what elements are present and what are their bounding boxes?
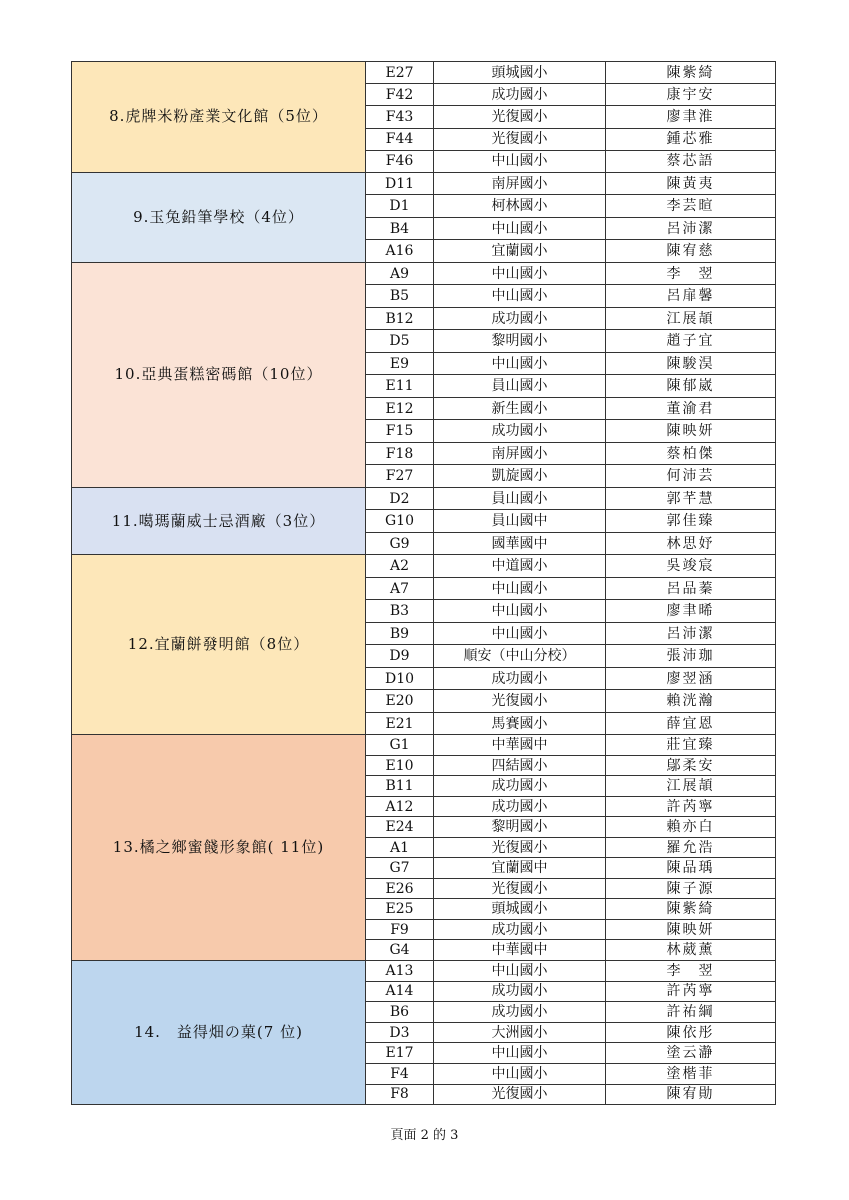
student-code-cell: B3 xyxy=(366,600,434,623)
student-code-cell: D3 xyxy=(366,1022,434,1043)
table-row xyxy=(72,487,776,510)
student-code-cell: F43 xyxy=(366,106,434,128)
student-name-cell: 蔡柏傑 xyxy=(606,442,776,465)
student-name-cell: 張沛珈 xyxy=(606,645,776,668)
student-name-cell: 林思妤 xyxy=(606,532,776,555)
school-cell: 中山國小 xyxy=(434,577,606,600)
student-name-cell: 呂沛潔 xyxy=(606,217,776,240)
student-code-cell: E17 xyxy=(366,1043,434,1064)
student-name-cell: 塗云瀞 xyxy=(606,1043,776,1064)
group-title-cell: 12.宜蘭餅發明館（8位） xyxy=(72,555,366,735)
school-cell: 南屏國小 xyxy=(434,442,606,465)
student-name-cell: 陳品瑀 xyxy=(606,858,776,879)
student-code-cell: G10 xyxy=(366,510,434,533)
student-code-cell: B5 xyxy=(366,285,434,308)
school-cell: 光復國小 xyxy=(434,106,606,128)
student-code-cell: F27 xyxy=(366,465,434,488)
school-cell: 光復國小 xyxy=(434,1084,606,1105)
student-name-cell: 鍾芯雅 xyxy=(606,128,776,150)
student-name-cell: 賴亦白 xyxy=(606,817,776,838)
table-row xyxy=(72,735,776,756)
student-name-cell: 許芮寧 xyxy=(606,796,776,817)
student-name-cell: 賴洸瀚 xyxy=(606,690,776,713)
student-code-cell: A7 xyxy=(366,577,434,600)
student-code-cell: B9 xyxy=(366,622,434,645)
school-cell: 南屏國小 xyxy=(434,172,606,195)
school-cell: 中山國小 xyxy=(434,600,606,623)
student-name-cell: 陳子源 xyxy=(606,878,776,899)
school-cell: 成功國小 xyxy=(434,307,606,330)
school-cell: 成功國小 xyxy=(434,420,606,443)
group-title-cell: 9.玉兔鉛筆學校（4位） xyxy=(72,172,366,262)
student-code-cell: B11 xyxy=(366,776,434,797)
student-name-cell: 李 翌 xyxy=(606,262,776,285)
student-code-cell: G1 xyxy=(366,735,434,756)
student-code-cell: A1 xyxy=(366,837,434,858)
school-cell: 中華國中 xyxy=(434,940,606,961)
table-row xyxy=(72,62,776,84)
school-cell: 馬賽國小 xyxy=(434,712,606,735)
student-code-cell: E27 xyxy=(366,62,434,84)
student-code-cell: E24 xyxy=(366,817,434,838)
student-code-cell: D10 xyxy=(366,667,434,690)
student-code-cell: E21 xyxy=(366,712,434,735)
school-cell: 中山國小 xyxy=(434,1043,606,1064)
school-cell: 中山國小 xyxy=(434,622,606,645)
student-name-cell: 羅允浩 xyxy=(606,837,776,858)
student-code-cell: B6 xyxy=(366,1002,434,1023)
school-cell: 成功國小 xyxy=(434,667,606,690)
school-cell: 光復國小 xyxy=(434,690,606,713)
student-name-cell: 陳映妍 xyxy=(606,919,776,940)
student-name-cell: 許祐綱 xyxy=(606,1002,776,1023)
student-name-cell: 董渝君 xyxy=(606,397,776,420)
group-title-cell: 10.亞典蛋糕密碼館（10位） xyxy=(72,262,366,487)
student-code-cell: F4 xyxy=(366,1063,434,1084)
school-cell: 頭城國小 xyxy=(434,899,606,920)
student-name-cell: 何沛芸 xyxy=(606,465,776,488)
student-name-cell: 康宇安 xyxy=(606,84,776,106)
student-name-cell: 鄔柔安 xyxy=(606,755,776,776)
student-name-cell: 李芸暄 xyxy=(606,195,776,218)
student-name-cell: 陳黃夷 xyxy=(606,172,776,195)
school-cell: 光復國小 xyxy=(434,878,606,899)
student-name-cell: 林葳薰 xyxy=(606,940,776,961)
student-name-cell: 郭芊慧 xyxy=(606,487,776,510)
student-name-cell: 陳依彤 xyxy=(606,1022,776,1043)
school-cell: 國華國中 xyxy=(434,532,606,555)
student-name-cell: 陳映妍 xyxy=(606,420,776,443)
school-cell: 成功國小 xyxy=(434,796,606,817)
student-code-cell: G9 xyxy=(366,532,434,555)
student-name-cell: 陳駿淏 xyxy=(606,352,776,375)
group-title-cell: 14. 益得畑の菓(7 位) xyxy=(72,960,366,1104)
school-cell: 中山國小 xyxy=(434,352,606,375)
student-name-cell: 呂品蓁 xyxy=(606,577,776,600)
student-name-cell: 廖聿晞 xyxy=(606,600,776,623)
student-code-cell: G7 xyxy=(366,858,434,879)
student-code-cell: E11 xyxy=(366,375,434,398)
table-body xyxy=(72,62,776,1105)
school-cell: 順安（中山分校） xyxy=(434,645,606,668)
student-name-cell: 李 翌 xyxy=(606,960,776,981)
student-code-cell: B12 xyxy=(366,307,434,330)
assignment-sheet xyxy=(71,61,775,1105)
school-cell: 宜蘭國小 xyxy=(434,240,606,263)
student-code-cell: F9 xyxy=(366,919,434,940)
school-cell: 宜蘭國中 xyxy=(434,858,606,879)
student-name-cell: 江展頡 xyxy=(606,307,776,330)
student-code-cell: D9 xyxy=(366,645,434,668)
school-cell: 中道國小 xyxy=(434,555,606,578)
student-code-cell: D2 xyxy=(366,487,434,510)
student-code-cell: G4 xyxy=(366,940,434,961)
student-code-cell: F44 xyxy=(366,128,434,150)
student-name-cell: 呂沛潔 xyxy=(606,622,776,645)
school-cell: 員山國小 xyxy=(434,375,606,398)
school-cell: 黎明國小 xyxy=(434,817,606,838)
student-name-cell: 許芮寧 xyxy=(606,981,776,1002)
school-cell: 新生國小 xyxy=(434,397,606,420)
group-assignment-table xyxy=(71,61,776,1105)
student-name-cell: 郭佳臻 xyxy=(606,510,776,533)
school-cell: 四結國小 xyxy=(434,755,606,776)
school-cell: 成功國小 xyxy=(434,919,606,940)
student-code-cell: E9 xyxy=(366,352,434,375)
student-code-cell: E12 xyxy=(366,397,434,420)
student-code-cell: A13 xyxy=(366,960,434,981)
school-cell: 中山國小 xyxy=(434,217,606,240)
school-cell: 黎明國小 xyxy=(434,330,606,353)
table-row xyxy=(72,172,776,195)
school-cell: 光復國小 xyxy=(434,128,606,150)
school-cell: 中山國小 xyxy=(434,150,606,172)
student-code-cell: E10 xyxy=(366,755,434,776)
student-code-cell: D5 xyxy=(366,330,434,353)
student-code-cell: F18 xyxy=(366,442,434,465)
school-cell: 員山國小 xyxy=(434,487,606,510)
school-cell: 中山國小 xyxy=(434,1063,606,1084)
student-code-cell: A9 xyxy=(366,262,434,285)
table-row xyxy=(72,960,776,981)
school-cell: 柯林國小 xyxy=(434,195,606,218)
student-code-cell: A14 xyxy=(366,981,434,1002)
school-cell: 員山國中 xyxy=(434,510,606,533)
group-title-cell: 11.噶瑪蘭威士忌酒廠（3位） xyxy=(72,487,366,555)
student-name-cell: 廖翌涵 xyxy=(606,667,776,690)
student-name-cell: 陳紫綺 xyxy=(606,62,776,84)
school-cell: 中山國小 xyxy=(434,262,606,285)
student-code-cell: D11 xyxy=(366,172,434,195)
student-name-cell: 江展頡 xyxy=(606,776,776,797)
school-cell: 成功國小 xyxy=(434,776,606,797)
student-code-cell: F46 xyxy=(366,150,434,172)
student-name-cell: 廖聿淮 xyxy=(606,106,776,128)
school-cell: 光復國小 xyxy=(434,837,606,858)
school-cell: 中山國小 xyxy=(434,285,606,308)
student-code-cell: A2 xyxy=(366,555,434,578)
school-cell: 頭城國小 xyxy=(434,62,606,84)
student-code-cell: E25 xyxy=(366,899,434,920)
student-code-cell: B4 xyxy=(366,217,434,240)
student-name-cell: 蔡芯語 xyxy=(606,150,776,172)
student-code-cell: F8 xyxy=(366,1084,434,1105)
student-code-cell: F15 xyxy=(366,420,434,443)
school-cell: 成功國小 xyxy=(434,1002,606,1023)
student-code-cell: F42 xyxy=(366,84,434,106)
student-code-cell: D1 xyxy=(366,195,434,218)
student-code-cell: E26 xyxy=(366,878,434,899)
student-name-cell: 塗楷菲 xyxy=(606,1063,776,1084)
student-name-cell: 薛宜恩 xyxy=(606,712,776,735)
student-name-cell: 莊宜臻 xyxy=(606,735,776,756)
student-name-cell: 趙子宜 xyxy=(606,330,776,353)
school-cell: 中華國中 xyxy=(434,735,606,756)
school-cell: 大洲國小 xyxy=(434,1022,606,1043)
student-code-cell: A16 xyxy=(366,240,434,263)
student-name-cell: 陳紫綺 xyxy=(606,899,776,920)
student-name-cell: 陳宥慈 xyxy=(606,240,776,263)
student-name-cell: 陳郁崴 xyxy=(606,375,776,398)
school-cell: 凱旋國小 xyxy=(434,465,606,488)
school-cell: 中山國小 xyxy=(434,960,606,981)
student-code-cell: E20 xyxy=(366,690,434,713)
school-cell: 成功國小 xyxy=(434,981,606,1002)
student-name-cell: 陳宥勛 xyxy=(606,1084,776,1105)
group-title-cell: 13.橘之鄉蜜餞形象館( 11位) xyxy=(72,735,366,961)
group-title-cell: 8.虎牌米粉產業文化館（5位） xyxy=(72,62,366,173)
school-cell: 成功國小 xyxy=(434,84,606,106)
table-row xyxy=(72,555,776,578)
student-name-cell: 吳竣宸 xyxy=(606,555,776,578)
student-code-cell: A12 xyxy=(366,796,434,817)
table-row xyxy=(72,262,776,285)
page-footer: 頁面 2 的 3 xyxy=(390,1128,459,1143)
student-name-cell: 呂扉馨 xyxy=(606,285,776,308)
